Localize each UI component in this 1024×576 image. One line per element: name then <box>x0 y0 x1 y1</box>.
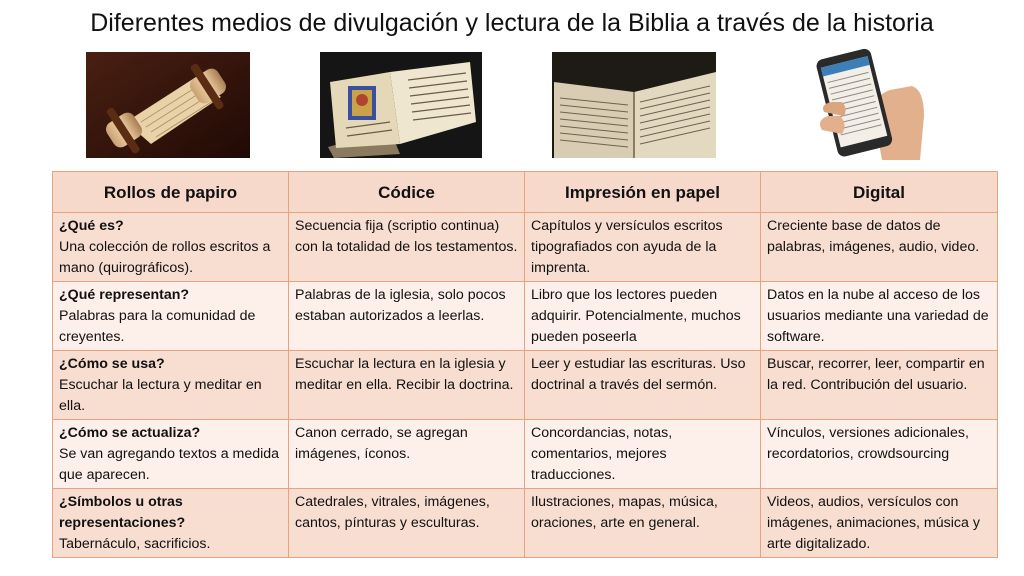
cell-text: Una colección de rollos escritos a mano (quirográficos). <box>59 239 271 276</box>
table-cell: Videos, audios, versículos con imágenes, animaciones, música y arte digitalizado. <box>761 489 998 558</box>
cell-text: Palabras para la comunidad de creyentes. <box>59 308 256 345</box>
table-cell <box>53 282 289 351</box>
codex-manuscript-image <box>320 52 482 158</box>
table-cell: Concordancias, notas, comentarios, mejores traducciones. <box>525 420 761 489</box>
table-cell: Vínculos, versiones adicionales, recordatorios, crowdsourcing <box>761 420 998 489</box>
cell-text: Escuchar la lectura y meditar en ella. <box>59 377 262 414</box>
table-cell: Datos en la nube al acceso de los usuarios mediante una variedad de software. <box>761 282 998 351</box>
table-cell: Canon cerrado, se agregan imágenes, íconos. <box>289 420 525 489</box>
table-cell: Escuchar la lectura en la iglesia y meditar en ella. Recibir la doctrina. <box>289 351 525 420</box>
row-question: ¿Qué es? <box>59 218 124 234</box>
table-cell: Palabras de la iglesia, solo pocos estaban autorizados a leerlas. <box>289 282 525 351</box>
page-title: Diferentes medios de divulgación y lectura de la Biblia a través de la historia <box>90 9 934 37</box>
table-header-row <box>53 172 998 213</box>
header-rollos-de-papiro: Rollos de papiro <box>53 172 289 213</box>
papyrus-scroll-image <box>86 52 250 158</box>
smartphone-bible-image <box>812 46 932 160</box>
table-cell: Leer y estudiar las escrituras. Uso doctrinal a través del sermón. <box>525 351 761 420</box>
row-question: ¿Qué representan? <box>59 287 190 303</box>
table-row <box>53 213 998 282</box>
table-cell: Libro que los lectores pueden adquirir. Potencialmente, muchos pueden poseerla <box>525 282 761 351</box>
table-cell: Secuencia fija (scriptio continua) con la totalidad de los testamentos. <box>289 213 525 282</box>
header-impresion-en-papel: Impresión en papel <box>525 172 761 213</box>
table-row <box>53 420 998 489</box>
cell-text: Tabernáculo, sacrificios. <box>59 536 211 552</box>
row-question: ¿Cómo se actualiza? <box>59 425 201 441</box>
table-row <box>53 351 998 420</box>
cell-text: Se van agregando textos a medida que aparecen. <box>59 446 280 483</box>
comparison-table <box>52 171 998 558</box>
table-cell: Ilustraciones, mapas, música, oraciones, arte en general. <box>525 489 761 558</box>
table-cell <box>53 489 289 558</box>
table-cell <box>53 351 289 420</box>
table-row <box>53 282 998 351</box>
row-question: ¿Cómo se usa? <box>59 356 165 372</box>
row-question: ¿Símbolos u otras representaciones? <box>59 494 186 531</box>
table-cell: Creciente base de datos de palabras, imágenes, audio, video. <box>761 213 998 282</box>
printed-bible-image <box>552 52 716 158</box>
header-digital: Digital <box>761 172 998 213</box>
table-row <box>53 489 998 558</box>
table-cell <box>53 420 289 489</box>
table-cell: Capítulos y versículos escritos tipografiados con ayuda de la imprenta. <box>525 213 761 282</box>
header-codice: Códice <box>289 172 525 213</box>
table-cell: Buscar, recorrer, leer, compartir en la red. Contribución del usuario. <box>761 351 998 420</box>
table-cell <box>53 213 289 282</box>
table-cell: Catedrales, vitrales, imágenes, cantos, pínturas y esculturas. <box>289 489 525 558</box>
